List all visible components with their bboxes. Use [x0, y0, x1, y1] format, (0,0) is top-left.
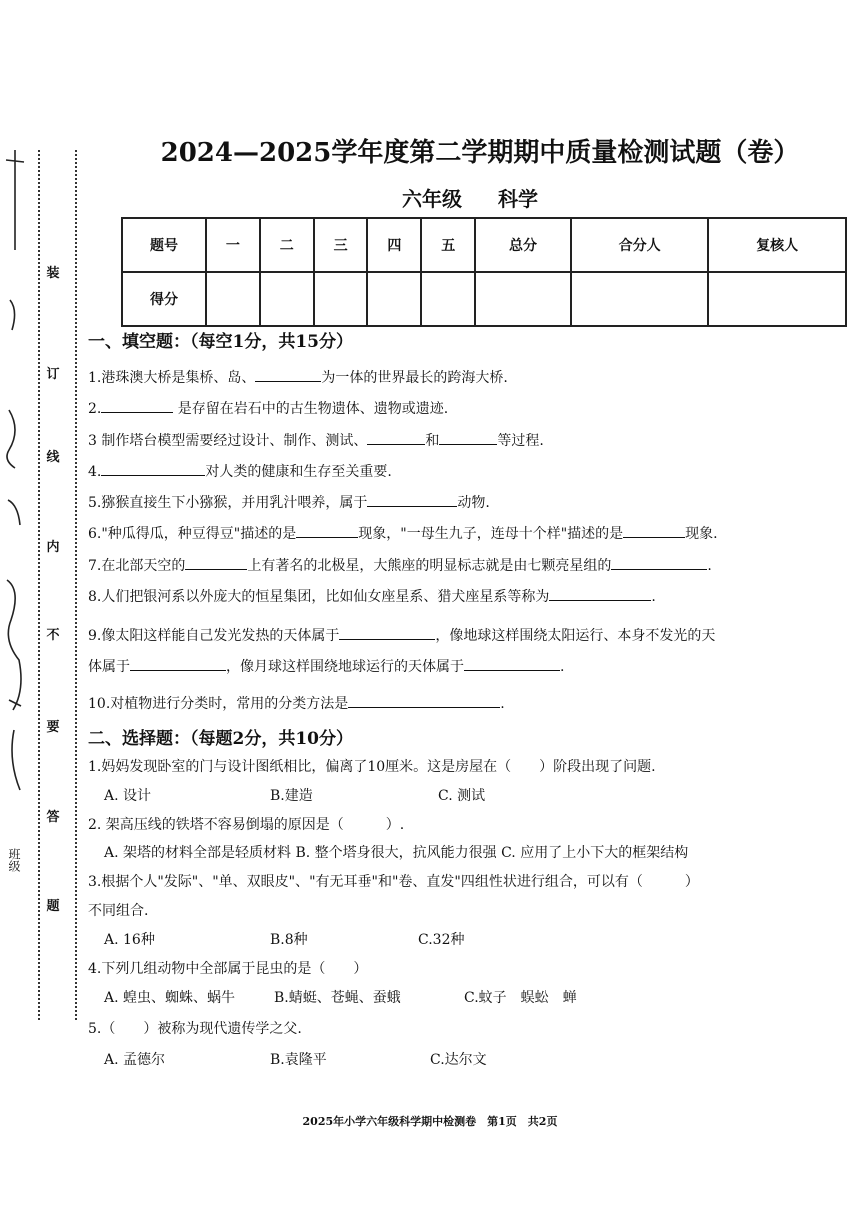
score-cell[interactable]: [314, 272, 368, 326]
score-cell[interactable]: [475, 272, 571, 326]
option-a[interactable]: A. 孟德尔: [104, 1052, 166, 1068]
choice-question-4: 4.下列几组动物中全部属于昆虫的是（ ）: [88, 961, 368, 977]
choice-question-2: 2. 架高压线的铁塔不容易倒塌的原因是（ ）.: [88, 817, 405, 833]
answer-blank[interactable]: [296, 523, 358, 538]
option-c[interactable]: C.32种: [418, 932, 465, 948]
question-text: 动物.: [457, 495, 490, 511]
binding-char: 装: [44, 262, 62, 281]
choice-question-3-cont: 不同组合.: [88, 903, 149, 919]
table-header-cell: 五: [421, 218, 475, 272]
table-header-cell: 复核人: [708, 218, 846, 272]
fill-question-9: [88, 625, 715, 645]
question-text: 现象.: [685, 526, 718, 542]
choice-question-1: 1.妈妈发现卧室的门与设计图纸相比，偏离了10厘米。这是房屋在（ ）阶段出现了问题.: [88, 759, 656, 775]
score-table-header-row: [122, 218, 846, 272]
question-text: 和: [425, 433, 440, 449]
choice-question-5: 5.（ ）被称为现代遗传学之父.: [88, 1021, 302, 1037]
option-a[interactable]: A. 16种: [104, 932, 155, 948]
binding-dotted-line: [38, 150, 40, 1020]
answer-blank[interactable]: [611, 555, 707, 570]
class-label: 班级: [7, 848, 21, 872]
table-header-cell: 四: [367, 218, 421, 272]
question-text: 8.人们把银河系以外庞大的恒星集团，比如仙女座星系、猎犬座星系等称为: [88, 589, 550, 605]
question-text: 为一体的世界最长的跨海大桥.: [321, 370, 508, 386]
binding-char: 要: [44, 716, 62, 735]
table-header-cell: 合分人: [571, 218, 709, 272]
table-header-cell: 题号: [122, 218, 206, 272]
subject-label: 科学: [498, 187, 538, 211]
table-header-cell: 三: [314, 218, 368, 272]
fill-question-1: [88, 367, 508, 387]
table-header-cell: 总分: [475, 218, 571, 272]
question-text: 是存留在岩石中的古生物遗体、遗物或遗迹.: [173, 401, 449, 417]
question-text: 6."种瓜得瓜，种豆得豆"描述的是: [88, 526, 297, 542]
option-b[interactable]: B.蜻蜓、苍蝇、蚕蛾: [274, 990, 401, 1006]
binding-char: 订: [44, 363, 62, 382]
page-footer: 2025年小学六年级科学期中检测卷 第1页 共2页: [302, 1115, 558, 1128]
answer-blank[interactable]: [623, 523, 685, 538]
handwritten-student-info: [4, 80, 26, 840]
fill-question-9-cont: [88, 656, 564, 676]
question-text: .: [651, 589, 656, 605]
question-text: .: [560, 659, 565, 675]
options-line[interactable]: A. 架塔的材料全部是轻质材料 B. 整个塔身很大，抗风能力很强 C. 应用了上小下大的框架结构: [104, 845, 689, 861]
score-table-score-row: [122, 272, 846, 326]
answer-blank[interactable]: [367, 492, 457, 507]
option-a[interactable]: A. 蝗虫、蜘蛛、蜗牛: [104, 990, 236, 1006]
score-cell[interactable]: [367, 272, 421, 326]
question-text: 4.: [88, 464, 102, 480]
choice-options: [104, 929, 464, 949]
score-cell[interactable]: [260, 272, 314, 326]
fill-question-4: [88, 461, 392, 481]
option-c[interactable]: C.达尔文: [430, 1052, 487, 1068]
binding-char: 答: [44, 806, 62, 825]
binding-char: 内: [44, 536, 62, 555]
score-cell[interactable]: [708, 272, 846, 326]
option-b[interactable]: B.袁隆平: [270, 1052, 327, 1068]
question-text: 10.对植物进行分类时，常用的分类方法是: [88, 696, 349, 712]
choice-options: [104, 842, 688, 862]
option-a[interactable]: A. 设计: [104, 788, 152, 804]
section1-heading: 一、填空题：（每空1分，共15分）: [88, 332, 353, 352]
question-text: .: [707, 558, 712, 574]
table-header-cell: 一: [206, 218, 260, 272]
fill-question-7: [88, 555, 712, 575]
fill-question-6: [88, 523, 718, 543]
answer-blank[interactable]: [101, 461, 205, 476]
score-cell[interactable]: [571, 272, 709, 326]
fill-question-10: [88, 693, 505, 713]
question-text: 1.港珠澳大桥是集桥、岛、: [88, 370, 256, 386]
choice-question-3: 3.根据个人"发际"、"单、双眼皮"、"有无耳垂"和"卷、直发"四组性状进行组合，可以有（ ）: [88, 874, 699, 890]
fill-question-5: [88, 492, 490, 512]
question-text: .: [500, 696, 505, 712]
answer-blank[interactable]: [101, 398, 173, 413]
question-text: ，像月球这样围绕地球运行的天体属于: [226, 659, 464, 675]
option-c[interactable]: C. 测试: [438, 788, 486, 804]
score-row-label: 得分: [122, 272, 206, 326]
answer-blank[interactable]: [439, 430, 497, 445]
question-text: ，像地球这样围绕太阳运行、本身不发光的天: [435, 628, 716, 644]
question-text: 5.猕猴直接生下小猕猴，并用乳汁喂养，属于: [88, 495, 368, 511]
answer-blank[interactable]: [185, 555, 247, 570]
answer-blank[interactable]: [464, 656, 560, 671]
question-text: 体属于: [88, 659, 130, 675]
binding-char: 不: [44, 624, 62, 643]
fill-question-2: [88, 398, 448, 418]
page-title: 2024—2025学年度第二学期期中质量检测试题（卷）: [160, 138, 800, 168]
choice-options: [104, 1049, 487, 1069]
section2-heading: 二、选择题：（每题2分，共10分）: [88, 729, 353, 749]
answer-blank[interactable]: [130, 656, 226, 671]
binding-char: 线: [44, 446, 62, 465]
score-cell[interactable]: [206, 272, 260, 326]
binding-char: 题: [44, 895, 62, 914]
question-text: 7.在北部天空的: [88, 558, 186, 574]
choice-options: [104, 785, 485, 805]
question-text: 3 制作塔台模型需要经过设计、制作、测试、: [88, 433, 368, 449]
question-text: 2.: [88, 401, 102, 417]
option-c[interactable]: C.蚊子 蜈蚣 蝉: [464, 990, 577, 1006]
answer-blank[interactable]: [549, 586, 651, 601]
answer-blank[interactable]: [255, 367, 321, 382]
question-text: 现象，"一母生九子，连母十个样"描述的是: [358, 526, 624, 542]
score-cell[interactable]: [421, 272, 475, 326]
option-b[interactable]: B.8种: [270, 932, 308, 948]
answer-blank[interactable]: [367, 430, 425, 445]
question-text: 9.像太阳这样能自己发光发热的天体属于: [88, 628, 340, 644]
binding-dotted-line: [75, 150, 77, 1020]
score-table: [121, 217, 847, 327]
question-text: 等过程.: [497, 433, 544, 449]
option-b[interactable]: B.建造: [270, 788, 313, 804]
answer-blank[interactable]: [348, 693, 500, 708]
grade-label: 六年级: [402, 187, 462, 211]
fill-question-3: [88, 430, 544, 450]
question-text: 对人类的健康和生存至关重要.: [205, 464, 392, 480]
choice-options: [104, 987, 577, 1007]
question-text: 上有著名的北极星，大熊座的明显标志就是由七颗亮星组的: [247, 558, 612, 574]
answer-blank[interactable]: [339, 625, 435, 640]
table-header-cell: 二: [260, 218, 314, 272]
subtitle: [100, 183, 840, 212]
fill-question-8: [88, 586, 656, 606]
